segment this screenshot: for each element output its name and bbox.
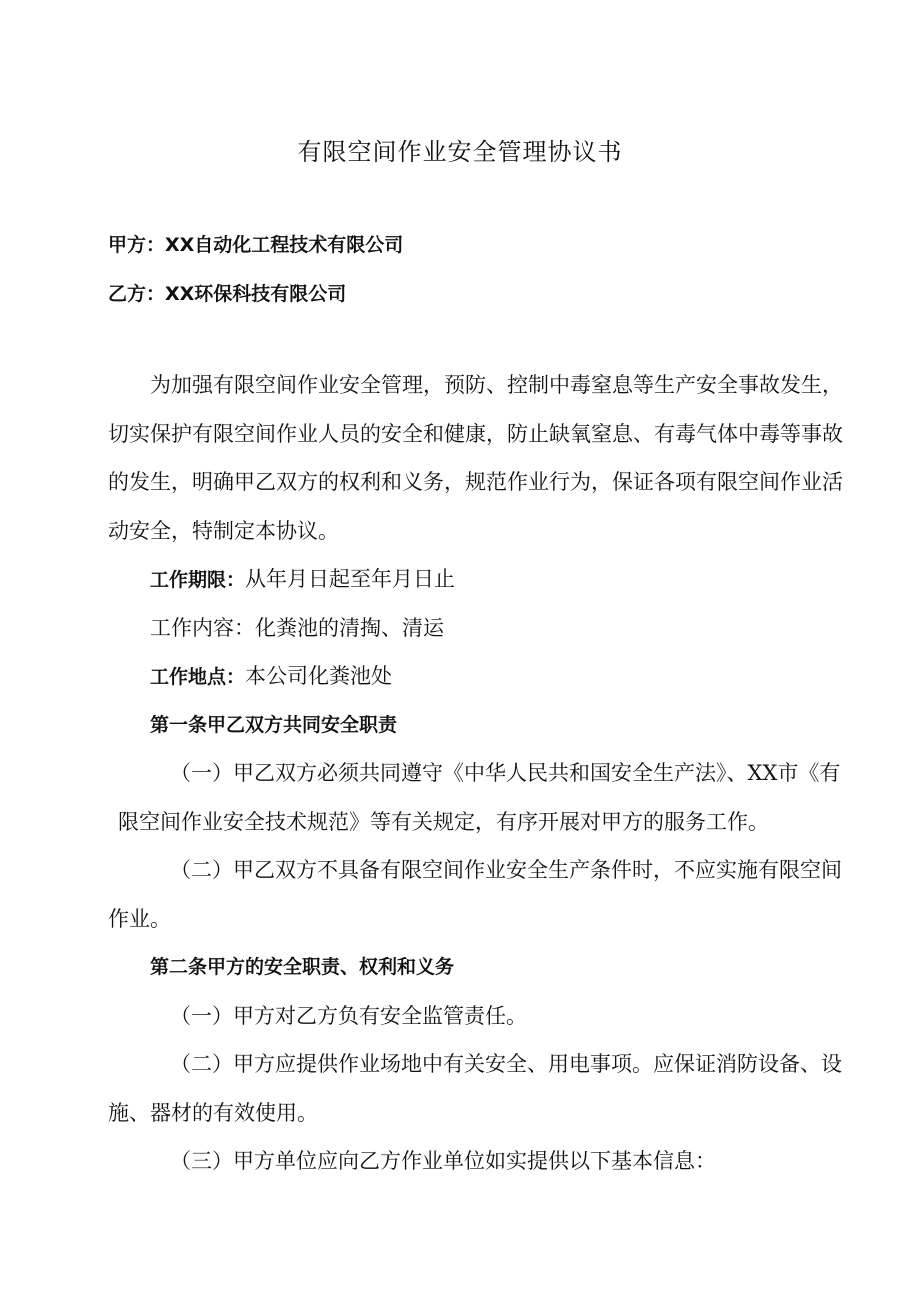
intro-line-2: 切实保护有限空间作业人员的安全和健康，防止缺氧窒息、有毒气体中毒等事故 — [108, 422, 843, 446]
work-period-label: 工作期限： — [150, 569, 246, 591]
document-title: 有限空间作业安全管理协议书 — [297, 138, 623, 166]
party-a: 甲方：XX自动化工程技术有限公司 — [108, 234, 404, 256]
article-2-item-1: （一）甲方对乙方负有安全监管责任。 — [170, 1004, 527, 1028]
article-2-heading: 第二条甲方的安全职责、权利和义务 — [150, 956, 455, 978]
work-location-value: 本公司化粪池处 — [245, 664, 393, 688]
work-location-label: 工作地点： — [150, 666, 246, 688]
article-1-item-1-line-2: 限空间作业安全技术规范》等有关规定，有序开展对甲方的服务工作。 — [118, 810, 769, 834]
work-period — [150, 564, 455, 595]
article-1-item-1-line-1: （一）甲乙双方必须共同遵守《中华人民共和国安全生产法》、XX市《有 — [170, 761, 841, 785]
article-1-heading: 第一条甲乙双方共同安全职责 — [150, 714, 398, 736]
work-content: 工作内容：化粪池的清掏、清运 — [150, 616, 444, 640]
article-2-item-3: （三）甲方单位应向乙方作业单位如实提供以下基本信息： — [170, 1149, 716, 1173]
article-1-item-2-line-1: （二）甲乙双方不具备有限空间作业安全生产条件时，不应实施有限空间 — [170, 858, 842, 882]
intro-line-1: 为加强有限空间作业安全管理，预防、控制中毒窒息等生产安全事故发生， — [150, 373, 843, 397]
intro-line-4: 动安全，特制定本协议。 — [108, 519, 339, 543]
work-period-value: 从年月日起至年月日止 — [245, 567, 456, 591]
article-1-item-2-line-2: 作业。 — [108, 907, 171, 931]
work-location — [150, 661, 392, 692]
article-2-item-2-line-2: 施、器材的有效使用。 — [108, 1101, 318, 1125]
article-2-item-2-line-1: （二）甲方应提供作业场地中有关安全、用电事项。应保证消防设备、设 — [170, 1052, 842, 1076]
party-b: 乙方：XX环保科技有限公司 — [108, 283, 347, 305]
intro-line-3: 的发生，明确甲乙双方的权利和义务，规范作业行为，保证各项有限空间作业活 — [108, 470, 843, 494]
